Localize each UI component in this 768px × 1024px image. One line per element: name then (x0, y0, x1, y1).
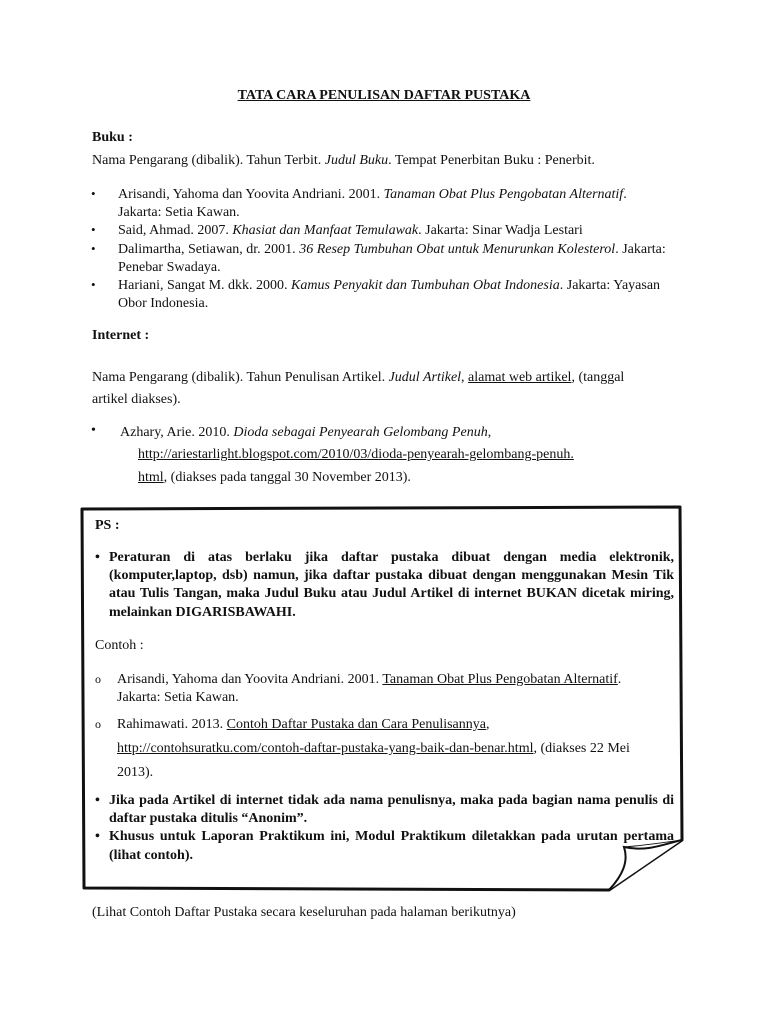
ps-notes (95, 792, 674, 865)
bullet-icon: • (91, 423, 96, 438)
ps-examples (95, 671, 665, 785)
contoh-label: Contoh : (95, 638, 144, 653)
ps-rule: • Peraturan di atas berlaku jika daftar pustaka dibuat dengan media elektronik, (komputer,laptop, dsb) namun, jika daftar pustaka dibuat dengan menggunakan Mesin Tik atau Tulis Tangan, maka Judul Buku atau Judul Artikel di internet BUKAN dicetak miring, melainkan DIGARISBAWAHI. (95, 549, 674, 622)
list-item: • Khusus untuk Laporan Praktikum ini, Modul Praktikum diletakkan pada urutan pertama (lihat contoh). (95, 828, 674, 864)
list-item: • Dalimartha, Setiawan, dr. 2001. 36 Resep Tumbuhan Obat untuk Menurunkan Kolesterol. Jakarta: Penebar Swadaya. (91, 241, 671, 277)
internet-heading: Internet : (92, 328, 150, 343)
list-item: o Arisandi, Yahoma dan Yoovita Andriani. 2001. Tanaman Obat Plus Pengobatan Alternatif. Jakarta: Setia Kawan. (95, 671, 665, 707)
ps-heading: PS : (95, 518, 120, 533)
internet-format: Nama Pengarang (dibalik). Tahun Penulisan Artikel. Judul Artikel, alamat web artikel, (tanggal artikel diakses). (92, 370, 625, 407)
list-item: • Jika pada Artikel di internet tidak ada nama penulisnya, maka pada bagian nama penulis di daftar pustaka ditulis “Anonim”. (95, 792, 674, 828)
buku-format-pre: Nama Pengarang (dibalik). Tahun Terbit. (92, 153, 325, 168)
footer-note: (Lihat Contoh Daftar Pustaka secara keseluruhan pada halaman berikutnya) (92, 905, 516, 920)
list-item: o Rahimawati. 2013. Contoh Daftar Pustaka dan Cara Penulisannya, http://contohsuratku.com/contoh-daftar-pustaka-yang-baik-dan-benar.html, (diakses 22 Mei 2013). (95, 713, 665, 784)
list-item: • Hariani, Sangat M. dkk. 2000. Kamus Penyakit dan Tumbuhan Obat Indonesia. Jakarta: Yayasan Obor Indonesia. (91, 277, 671, 313)
example-link[interactable]: http://contohsuratku.com/contoh-daftar-pustaka-yang-baik-dan-benar.html (117, 741, 534, 757)
buku-heading: Buku : (92, 130, 133, 145)
ps-rule-list (95, 549, 674, 622)
article-link[interactable]: http://ariestarlight.blogspot.com/2010/03/dioda-penyearah-gelombang-penuh.html (138, 447, 574, 485)
buku-format-post: . Tempat Penerbitan Buku : Penerbit. (388, 153, 595, 168)
page-title: TATA CARA PENULISAN DAFTAR PUSTAKA (237, 88, 531, 103)
list-item: • Arisandi, Yahoma dan Yoovita Andriani. 2001. Tanaman Obat Plus Pengobatan Alternatif. Jakarta: Setia Kawan. (91, 186, 671, 222)
list-item: • Said, Ahmad. 2007. Khasiat dan Manfaat Temulawak. Jakarta: Sinar Wadja Lestari (91, 222, 671, 240)
internet-entry: • Azhary, Arie. 2010. Dioda sebagai Penyearah Gelombang Penuh, http://ariestarlight.blogspot.com/2010/03/dioda-penyearah-gelombang-penuh.html, (diakses pada tanggal 30 November 2013). (91, 423, 574, 485)
buku-format-italic: Judul Buku (324, 153, 389, 168)
